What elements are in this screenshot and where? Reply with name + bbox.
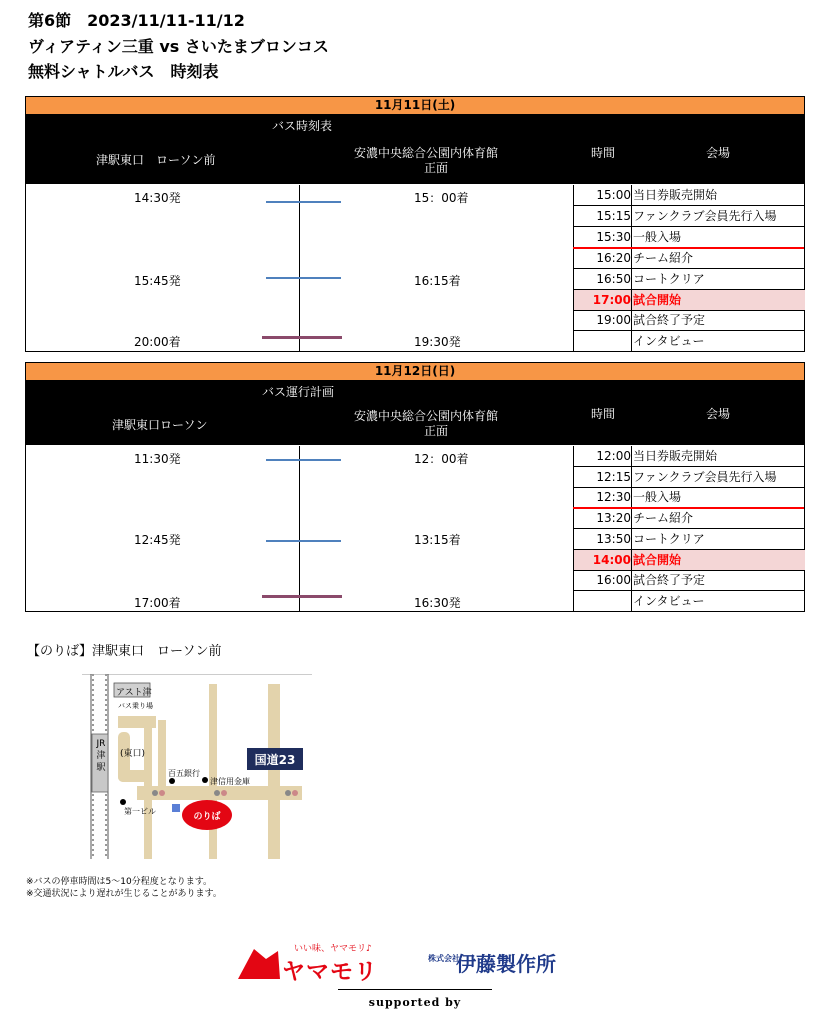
day1-destination-l1: 安濃中央総合公園内体育館 xyxy=(354,146,499,160)
page-title-line2: ヴィアティン三重 vs さいたまブロンコス xyxy=(28,37,329,56)
day1-event5-label: コートクリア xyxy=(633,272,705,286)
day1-bus1-dep: 14:30発 xyxy=(134,191,181,205)
day1-bus3-arr: 19:30発 xyxy=(414,335,461,349)
day2-event3-label: 一般入場 xyxy=(633,490,682,504)
day2-destination-l2: 正面 xyxy=(424,424,449,438)
map-label-bus-stop: バス乗り場 xyxy=(118,702,153,710)
day1-bus2-arrow xyxy=(266,277,341,279)
pickup-map xyxy=(82,674,312,859)
pickup-title: 【のりば】津駅東口 ローソン前 xyxy=(27,644,222,659)
day1-event5-time: 16:50 xyxy=(596,272,631,286)
yamamori-logo xyxy=(234,941,404,985)
day1-event3-label: 一般入場 xyxy=(633,230,682,244)
day1-event1-time: 15:00 xyxy=(596,188,631,202)
day2-time-header: 時間 xyxy=(591,407,616,421)
day2-event5-time: 13:50 xyxy=(596,532,631,546)
day2-bus1-arrow xyxy=(266,459,341,461)
day2-bus2-dep: 12:45発 xyxy=(134,533,181,547)
day2-origin: 津駅東口ローソン xyxy=(112,418,208,432)
day1-event6-label: 試合開始 xyxy=(632,290,805,310)
day1-bus1-arr: 15：00着 xyxy=(414,191,469,205)
day1-time-header: 時間 xyxy=(591,146,616,160)
day1-event1-label: 当日券販売開始 xyxy=(633,188,718,202)
day2-event6-label: 試合開始 xyxy=(632,550,805,570)
day1-destination-l2: 正面 xyxy=(424,161,449,175)
day2-bus1-arr: 12：00着 xyxy=(414,452,469,466)
page-title-line3: 無料シャトルバス 時刻表 xyxy=(28,62,219,81)
day2-event4-label: チーム紹介 xyxy=(633,511,694,525)
day1-venue-header: 会場 xyxy=(706,146,731,160)
map-label-bank2: 津信用金庫 xyxy=(210,777,250,786)
yamamori-mark-icon xyxy=(234,945,284,981)
supported-by: supported by xyxy=(368,996,462,1009)
day1-origin: 津駅東口 ローソン前 xyxy=(96,153,216,167)
map-label-noriba: のりば xyxy=(193,812,221,822)
note-1: ※バスの停車時間は5～10分程度となります。 xyxy=(26,877,213,887)
day1-bus3-dep: 20:00着 xyxy=(134,335,181,349)
day2-event4-time: 13:20 xyxy=(596,511,631,525)
day1-bus2-dep: 15:45発 xyxy=(134,274,181,288)
day2-destination-l1: 安濃中央総合公園内体育館 xyxy=(354,409,499,423)
yamamori-wordmark: ヤマモリ xyxy=(282,959,378,985)
day1-event7-time: 19:00 xyxy=(596,313,631,327)
day2-event2-time: 12:15 xyxy=(596,470,631,484)
day2-event1-time: 12:00 xyxy=(596,449,631,463)
day1-event2-label: ファンクラブ会員先行入場 xyxy=(633,209,777,223)
day2-venue-header: 会場 xyxy=(706,407,731,421)
day1-event8-label: インタビュー xyxy=(633,334,705,348)
ito-kaisha: 株式会社 xyxy=(428,954,460,963)
day2-bus2-arr: 13:15着 xyxy=(414,533,461,547)
day1-event4-label: チーム紹介 xyxy=(633,251,694,265)
day1-bus2-arr: 16:15着 xyxy=(414,274,461,288)
schedule-day1 xyxy=(25,96,805,352)
day2-header xyxy=(26,381,804,445)
day2-bus2-arrow xyxy=(266,540,341,542)
day1-event7-label: 試合終了予定 xyxy=(633,313,706,327)
day1-bus3-arrow xyxy=(262,336,342,339)
map-label-jr: JR 津 駅 xyxy=(96,739,106,773)
note-2: ※交通状況により遅れが生じることがあります。 xyxy=(26,889,222,899)
day2-bus1-dep: 11:30発 xyxy=(134,452,181,466)
day2-event6-time: 14:00 xyxy=(574,550,631,570)
yamamori-tagline: いい味、ヤマモリ♪ xyxy=(294,944,372,954)
day1-event3-time: 15:30 xyxy=(596,230,631,244)
day2-event8-label: インタビュー xyxy=(633,594,705,608)
day2-event7-time: 16:00 xyxy=(596,573,631,587)
day2-bus-title: バス運行計画 xyxy=(262,385,335,399)
day1-date: 11月11日(土) xyxy=(26,97,804,115)
map-label-building: 第一ビル xyxy=(124,807,156,816)
day1-bus1-arrow xyxy=(266,201,341,203)
day2-event3-time: 12:30 xyxy=(596,490,631,504)
footer-divider xyxy=(338,989,492,990)
day2-date: 11月12日(日) xyxy=(26,363,804,381)
day1-header xyxy=(26,115,804,184)
map-label-route: 国道23 xyxy=(254,753,296,767)
day2-event1-label: 当日券販売開始 xyxy=(633,449,718,463)
day2-bus3-arrow xyxy=(262,595,342,598)
page-title-line1: 第6節 2023/11/11-11/12 xyxy=(28,11,245,30)
day1-event6-time: 17:00 xyxy=(574,290,631,310)
day2-event7-label: 試合終了予定 xyxy=(633,573,706,587)
map-label-east-exit: (東口) xyxy=(120,749,146,759)
map-label-ast: アスト津 xyxy=(116,688,152,698)
day2-bus3-arr: 16:30発 xyxy=(414,596,461,610)
day2-bus3-dep: 17:00着 xyxy=(134,596,181,610)
day1-event2-time: 15:15 xyxy=(596,209,631,223)
ito-wordmark: 伊藤製作所 xyxy=(456,952,556,976)
day1-bus-title: バス時刻表 xyxy=(272,119,333,133)
day2-event2-label: ファンクラブ会員先行入場 xyxy=(633,470,777,484)
day1-event4-time: 16:20 xyxy=(596,251,631,265)
day2-event5-label: コートクリア xyxy=(633,532,705,546)
schedule-day2 xyxy=(25,362,805,612)
map-label-bank1: 百五銀行 xyxy=(168,769,200,778)
